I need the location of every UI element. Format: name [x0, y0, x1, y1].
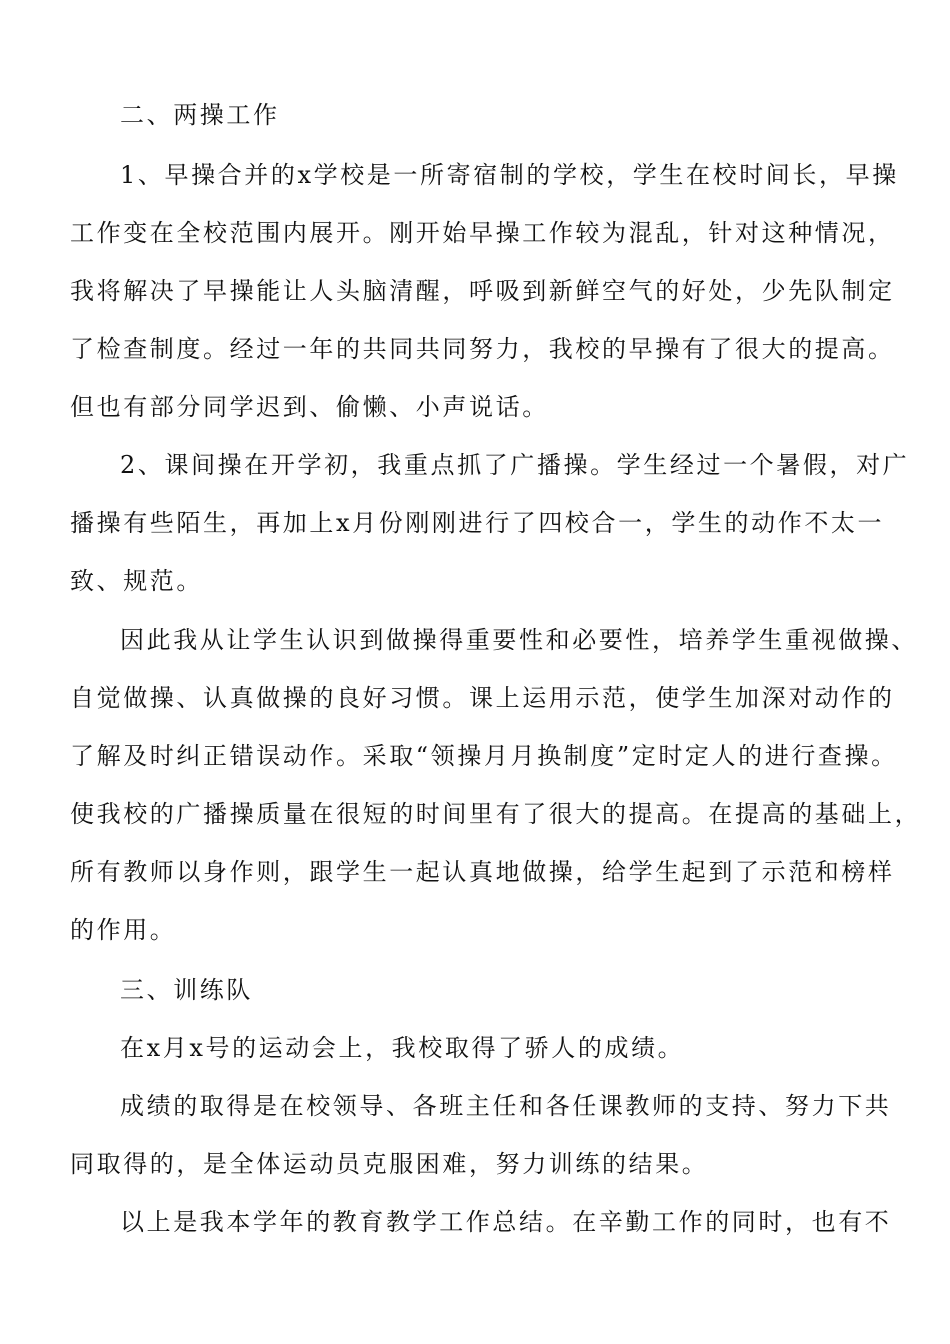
paragraph-line: 使我校的广播操质量在很短的时间里有了很大的提高。在提高的基础上， [70, 800, 922, 828]
paragraph-line: 1、早操合并的x学校是一所寄宿制的学校，学生在校时间长，早操 [120, 161, 899, 189]
paragraph-line: 因此我从让学生认识到做操得重要性和必要性，培养学生重视做操、 [120, 626, 918, 654]
paragraph-line: 了检查制度。经过一年的共同共同努力，我校的早操有了很大的提高。 [70, 335, 895, 363]
paragraph-line: 在x月x号的运动会上，我校取得了骄人的成绩。 [120, 1034, 685, 1062]
paragraph-line: 的作用。 [70, 916, 177, 944]
paragraph-line: 致、规范。 [70, 567, 203, 595]
section-heading: 三、训练队 [120, 976, 253, 1004]
section-heading: 二、两操工作 [120, 101, 280, 129]
paragraph-line: 播操有些陌生，再加上x月份刚刚进行了四校合一，学生的动作不太一 [70, 509, 885, 537]
paragraph-line: 工作变在全校范围内展开。刚开始早操工作较为混乱，针对这种情况， [70, 219, 895, 247]
paragraph-line: 但也有部分同学迟到、偷懒、小声说话。 [70, 393, 549, 421]
paragraph-line: 成绩的取得是在校领导、各班主任和各任课教师的支持、努力下共 [120, 1092, 892, 1120]
paragraph-line: 自觉做操、认真做操的良好习惯。课上运用示范，使学生加深对动作的 [70, 684, 895, 712]
paragraph-line: 所有教师以身作则，跟学生一起认真地做操，给学生起到了示范和榜样 [70, 858, 895, 886]
paragraph-line: 同取得的，是全体运动员克服困难，努力训练的结果。 [70, 1150, 709, 1178]
paragraph-line: 以上是我本学年的教育教学工作总结。在辛勤工作的同时，也有不 [120, 1208, 892, 1236]
paragraph-line: 了解及时纠正错误动作。采取“领操月月换制度”定时定人的进行查操。 [70, 742, 898, 770]
paragraph-line: 我将解决了早操能让人头脑清醒，呼吸到新鲜空气的好处，少先队制定 [70, 277, 895, 305]
paragraph-line: 2、课间操在开学初，我重点抓了广播操。学生经过一个暑假，对广 [120, 451, 910, 479]
